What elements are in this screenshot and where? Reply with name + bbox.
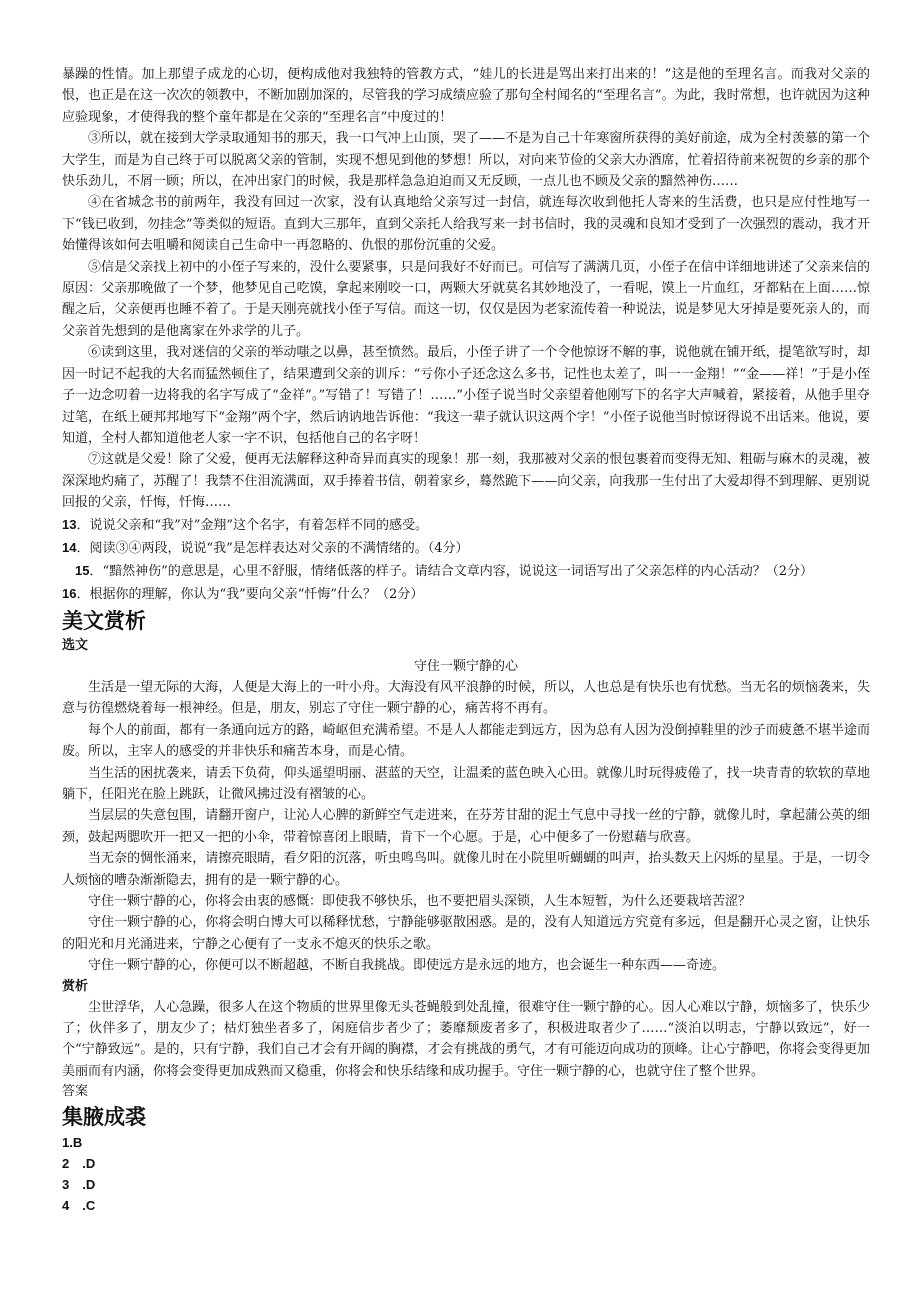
question-text: ．根据你的理解，你认为“我”要向父亲“忏悔”什么？（2分） [76,586,424,602]
question-15 [62,560,870,583]
question-text: ．说说父亲和“我”对”金翔”这个名字，有着怎样不同的感受。 [76,517,429,533]
story-paragraph-6: ⑥读到这里，我对迷信的父亲的举动嗤之以鼻，甚至愤然。最后，小侄子讲了一个令他惊讶不解的事，说他就在铺开纸，提笔欲写时，却因一时记不起我的大名而猛然顿住了，结果遭到父亲的训斥：“亏你小子还念这么多书，记性也太差了，叫一一金翔！”“金——祥！”于是小侄子一边念叨着一边将我的名字写成了“金祥”。”写错了！写错了！……”小侄子说当时父亲望着他刚写下的名字大声喊着，紧接着，从他手里夺过笔，在纸上硬邦邦地写下“金翔”两个字，然后讷讷地告诉他：“我这一辈子就认识这两个字！”小侄子说他当时惊讶得说不出话来。他说，要知道，全村人都知道他老人家一字不识，包括他自己的名字呀！ [62,345,870,446]
answers-section-title: 集腋成裘 [62,1104,146,1130]
article-paragraph: 生活是一望无际的大海，人便是大海上的一叶小舟。大海没有风平浪静的时候，所以，人也总是有快乐也有忧愁。当无名的烦恼袭来，失意与彷徨燃烧着每一根神经。但是，朋友，别忘了守住一颗宁静的心，痛苦将不再有。 [62,679,870,717]
answer-item: 1.B [62,1135,83,1151]
question-number: 16 [62,585,77,601]
answers-label: 答案 [62,1084,89,1100]
story-paragraph-3: ③所以，就在接到大学录取通知书的那天，我一口气冲上山顶，哭了——不是为自己十年寒窗所获得的美好前途，成为全村羡慕的第一个大学生，而是为自己终于可以脱离父亲的管制，实现不想见到他的梦想！所以，对向来节俭的父亲大办酒席，忙着招待前来祝贺的乡亲的那个快乐劲儿，不屑一顾；所以，在冲出家门的时候，我是那样急急迫迫而又无反顾，一点儿也不顾及父亲的黯然神伤…… [62,131,870,190]
story-paragraph-1: 暴躁的性情。加上那望子成龙的心切，便构成他对我独特的管教方式，“娃儿的长进是骂出来打出来的！”这是他的至理名言。而我对父亲的恨，也正是在这一次次的领教中，不断加剧加深的，尽管我的学习成绩应验了那句全村闻名的“至理名言”。为此，我时常想，也许就因为这种应验现象，才使得我的整个童年都是在父亲的“至理名言”中度过的！ [62,67,870,125]
story-paragraph-7: ⑦这就是父爱！除了父爱，便再无法解释这种奇异而真实的现象！那一刻，我那被对父亲的恨包裹着而变得无知、粗砺与麻木的灵魂，被深深地灼痛了，苏醒了！我禁不住泪流满面，双手捧着书信，朝着家乡，蓦然跪下——向父亲，向我那一生付出了大爱却得不到理解、更别说回报的父亲，忏悔，忏悔…… [62,452,870,511]
article-paragraph: 当无奈的惆怅涌来，请擦亮眼睛，看夕阳的沉落，听虫鸣鸟叫。就像儿时在小院里听蝴蝴的叫声，抬头数天上闪烁的星星。于是，一切令人烦恼的嘈杂渐渐隐去，拥有的是一颗宁静的心。 [62,851,870,888]
article-paragraph: 守住一颗宁静的心，你便可以不断超越，不断自我挑战。即使远方是永远的地方，也会诞生一种东西——奇迹。 [88,958,726,974]
article-paragraph: 当层层的失意包围，请翻开窗户，让沁人心脾的新鲜空气走进来，在芬芳甘甜的泥土气息中寻找一丝的宁静，就像儿时，拿起蒲公英的细颈，鼓起两腮吹开一把又一把的小伞，带着惊喜闭上眼睛，肯下一个心愿。于是，心中便多了一份慰藉与欣喜。 [62,808,870,845]
article-paragraph: 守住一颗宁静的心，你将会由衷的感慨：即使我不够快乐，也不要把眉头深锁，人生本短暂，为什么还要栽培苦涩？ [88,894,752,909]
article-paragraph: 当生活的困扰袭来，请丢下负荷，仰头遥望明丽、湛蓝的天空，让温柔的蓝色映入心田。就像儿时玩得疲倦了，找一块青青的软软的草地躺下，任阳光在脸上跳跃，让微风拂过没有褶皱的心。 [62,765,870,802]
article-paragraph: 守住一颗宁静的心，你将会明白博大可以稀释忧愁，宁静能够驱散困惑。是的，没有人知道远方究竟有多远，但是翻开心灵之窗，让快乐的阳光和月光涌进来，宁静之心便有了一支永不熄灭的快乐之歌。 [62,915,870,952]
answer-item: 2 .D [62,1156,96,1172]
question-16 [62,583,870,606]
story-paragraph-5: ⑤信是父亲找上初中的小侄子写来的，没什么要紧事，只是问我好不好而已。可信写了满满几页，小侄子在信中详细地讲述了父亲来信的原因：父亲那晚做了一个梦，他梦见自己吃馍，拿起来刚咬一口，两颗大牙就莫名其妙地没了，一看呢，馍上一片血红，牙都粘在上面……惊醒之后，父亲便再也睡不着了。于是天刚亮就找小侄子写信。而这一切，仅仅是因为老家流传着一种说法，说是梦见大牙掉是要死亲人的，而父亲首先想到的是他离家在外求学的儿子。 [62,259,870,339]
question-number: 14 [62,539,77,555]
appreciation-section-title: 美文赏析 [62,607,146,633]
story-paragraph-4: ④在省城念书的前两年，我没有回过一次家，没有认真地给父亲写过一封信，就连每次收到他托人寄来的生活费，也只是应付性地写一下“钱已收到，勿挂念”等类似的短语。直到大三那年，直到父亲托人给我写来一封书信时，我的灵魂和良知才受到了一次强烈的震动，我才开始懂得该如何去咀嚼和阅读自己生命中一再忽略的、仇恨的那份沉重的父爱。 [62,195,870,254]
question-text: ．“黯然神伤”的意思是，心里不舒服，情绪低落的样子。请结合文章内容，说说这一词语写出了父亲怎样的内心活动？（2分） [89,563,814,579]
question-number: 15 [75,562,90,578]
question-number: 13 [62,516,77,532]
excerpt-label: 选文 [62,637,89,653]
commentary-label: 赏析 [62,978,89,994]
question-text: ．阅读③④两段，说说“我”是怎样表达对父亲的不满情绪的。（4分） [76,540,469,556]
commentary-paragraph: 尘世浮华，人心急躁，很多人在这个物质的世界里像无头苍蝇般到处乱撞，很难守住一颗宁静的心。因人心难以宁静，烦恼多了，快乐少了；伙伴多了，朋友少了；枯灯独坐者多了，闲庭信步者少了；萎靡颓废者多了，积极进取者少了……“淡泊以明志，宁静以致远”，好一个“宁静致远”。是的，只有宁静，我们自己才会有开阔的胸襟，才会有挑战的勇气，才有可能迈向成功的顶峰。让心宁静吧，你将会变得更加美丽而有内涵，你将会变得更加成熟而又稳重，你将会和快乐结缘和成功握手。守住一颗宁静的心，也就守住了整个世界。 [62,999,870,1079]
question-14 [62,537,870,560]
article-paragraph: 每个人的前面，都有一条通向远方的路，崎岖但充满希望。不是人人都能走到远方，因为总有人因为没倒掉鞋里的沙子而疲惫不堪半途而废。所以，主宰人的感受的并非快乐和痛苦本身，而是心情。 [62,722,870,760]
article-title: 守住一颗宁静的心 [413,658,518,674]
answer-item: 3 .D [62,1177,96,1193]
question-13 [62,514,870,537]
document-page [62,64,870,1216]
answer-item: 4 .C [62,1198,96,1214]
